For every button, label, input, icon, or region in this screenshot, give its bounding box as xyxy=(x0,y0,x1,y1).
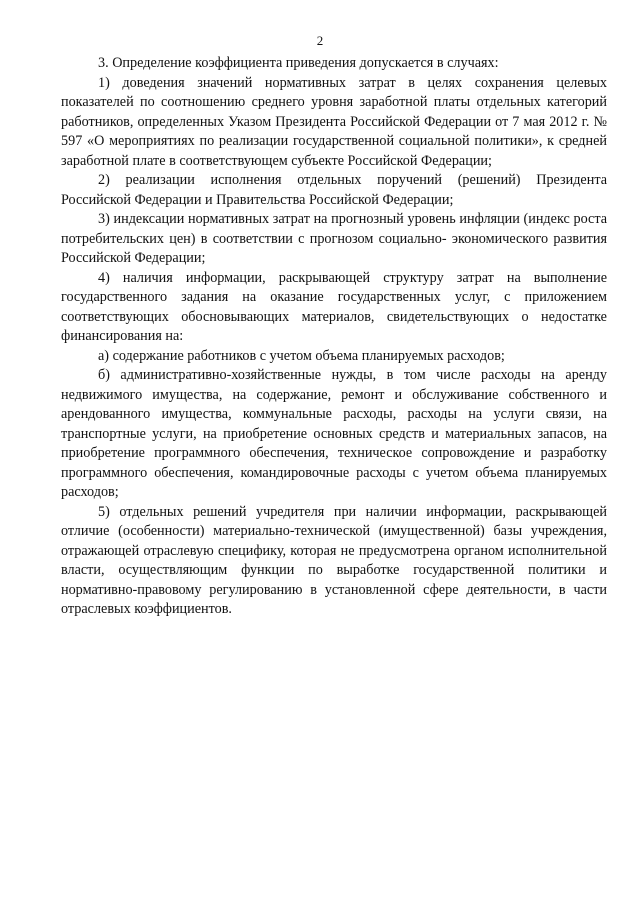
page-number: 2 xyxy=(316,33,324,48)
paragraph-item-3: 3) индексации нормативных затрат на прогнозный уровень инфляции (индекс роста потребительских цен) в соответствии с прогнозом социально- экономического развития Российской Федерации; xyxy=(61,211,607,266)
document-body xyxy=(61,54,607,620)
paragraph-item-4: 4) наличия информации, раскрывающей структуру затрат на выполнение государственного задания на оказание государственных услуг, с приложением соответствующих обосновывающих материалов, свидетельствующих о недостатке финансирования на: xyxy=(61,269,607,344)
paragraph-subitem-a: а) содержание работников с учетом объема планируемых расходов; xyxy=(98,347,505,364)
paragraph-clause-3-intro: 3. Определение коэффициента приведения допускается в случаях: xyxy=(98,55,499,71)
paragraph-subitem-b: б) административно-хозяйственные нужды, в том числе расходы на аренду недвижимого имущества, на содержание, ремонт и обслуживание собственного и арендованного имущества, коммунальные расходы, расходы на услуги связи, на транспортные услуги, на приобретение основных средств и материальных запасов, на приобретение программного обеспечения, техническое сопровождение и разработку программного обеспечения, командировочные расходы с учетом объема планируемых расходов; xyxy=(61,367,607,500)
paragraph-item-2: 2) реализации исполнения отдельных поручений (решений) Президента Российской Федерации и Правительства Российской Федерации; xyxy=(61,172,607,208)
paragraph-item-5: 5) отдельных решений учредителя при наличии информации, раскрывающей отличие (особенности) материально-технической (имущественной) базы учреждения, отражающей отраслевую специфику, которая не предусмотрена органом исполнительной власти, осуществляющим функции по выработке государственной политики и нормативно-правовому регулированию в установленной сфере деятельности, в части отраслевых коэффициентов. xyxy=(61,503,607,617)
paragraph-item-1: 1) доведения значений нормативных затрат в целях сохранения целевых показателей по соотношению среднего уровня заработной платы отдельных категорий работников, определенных Указом Президента Российской Федерации от 7 мая 2012 г. № 597 «О мероприятиях по реализации государственной социальной политики», к средней заработной плате в соответствующем субъекте Российской Федерации; xyxy=(61,74,607,169)
